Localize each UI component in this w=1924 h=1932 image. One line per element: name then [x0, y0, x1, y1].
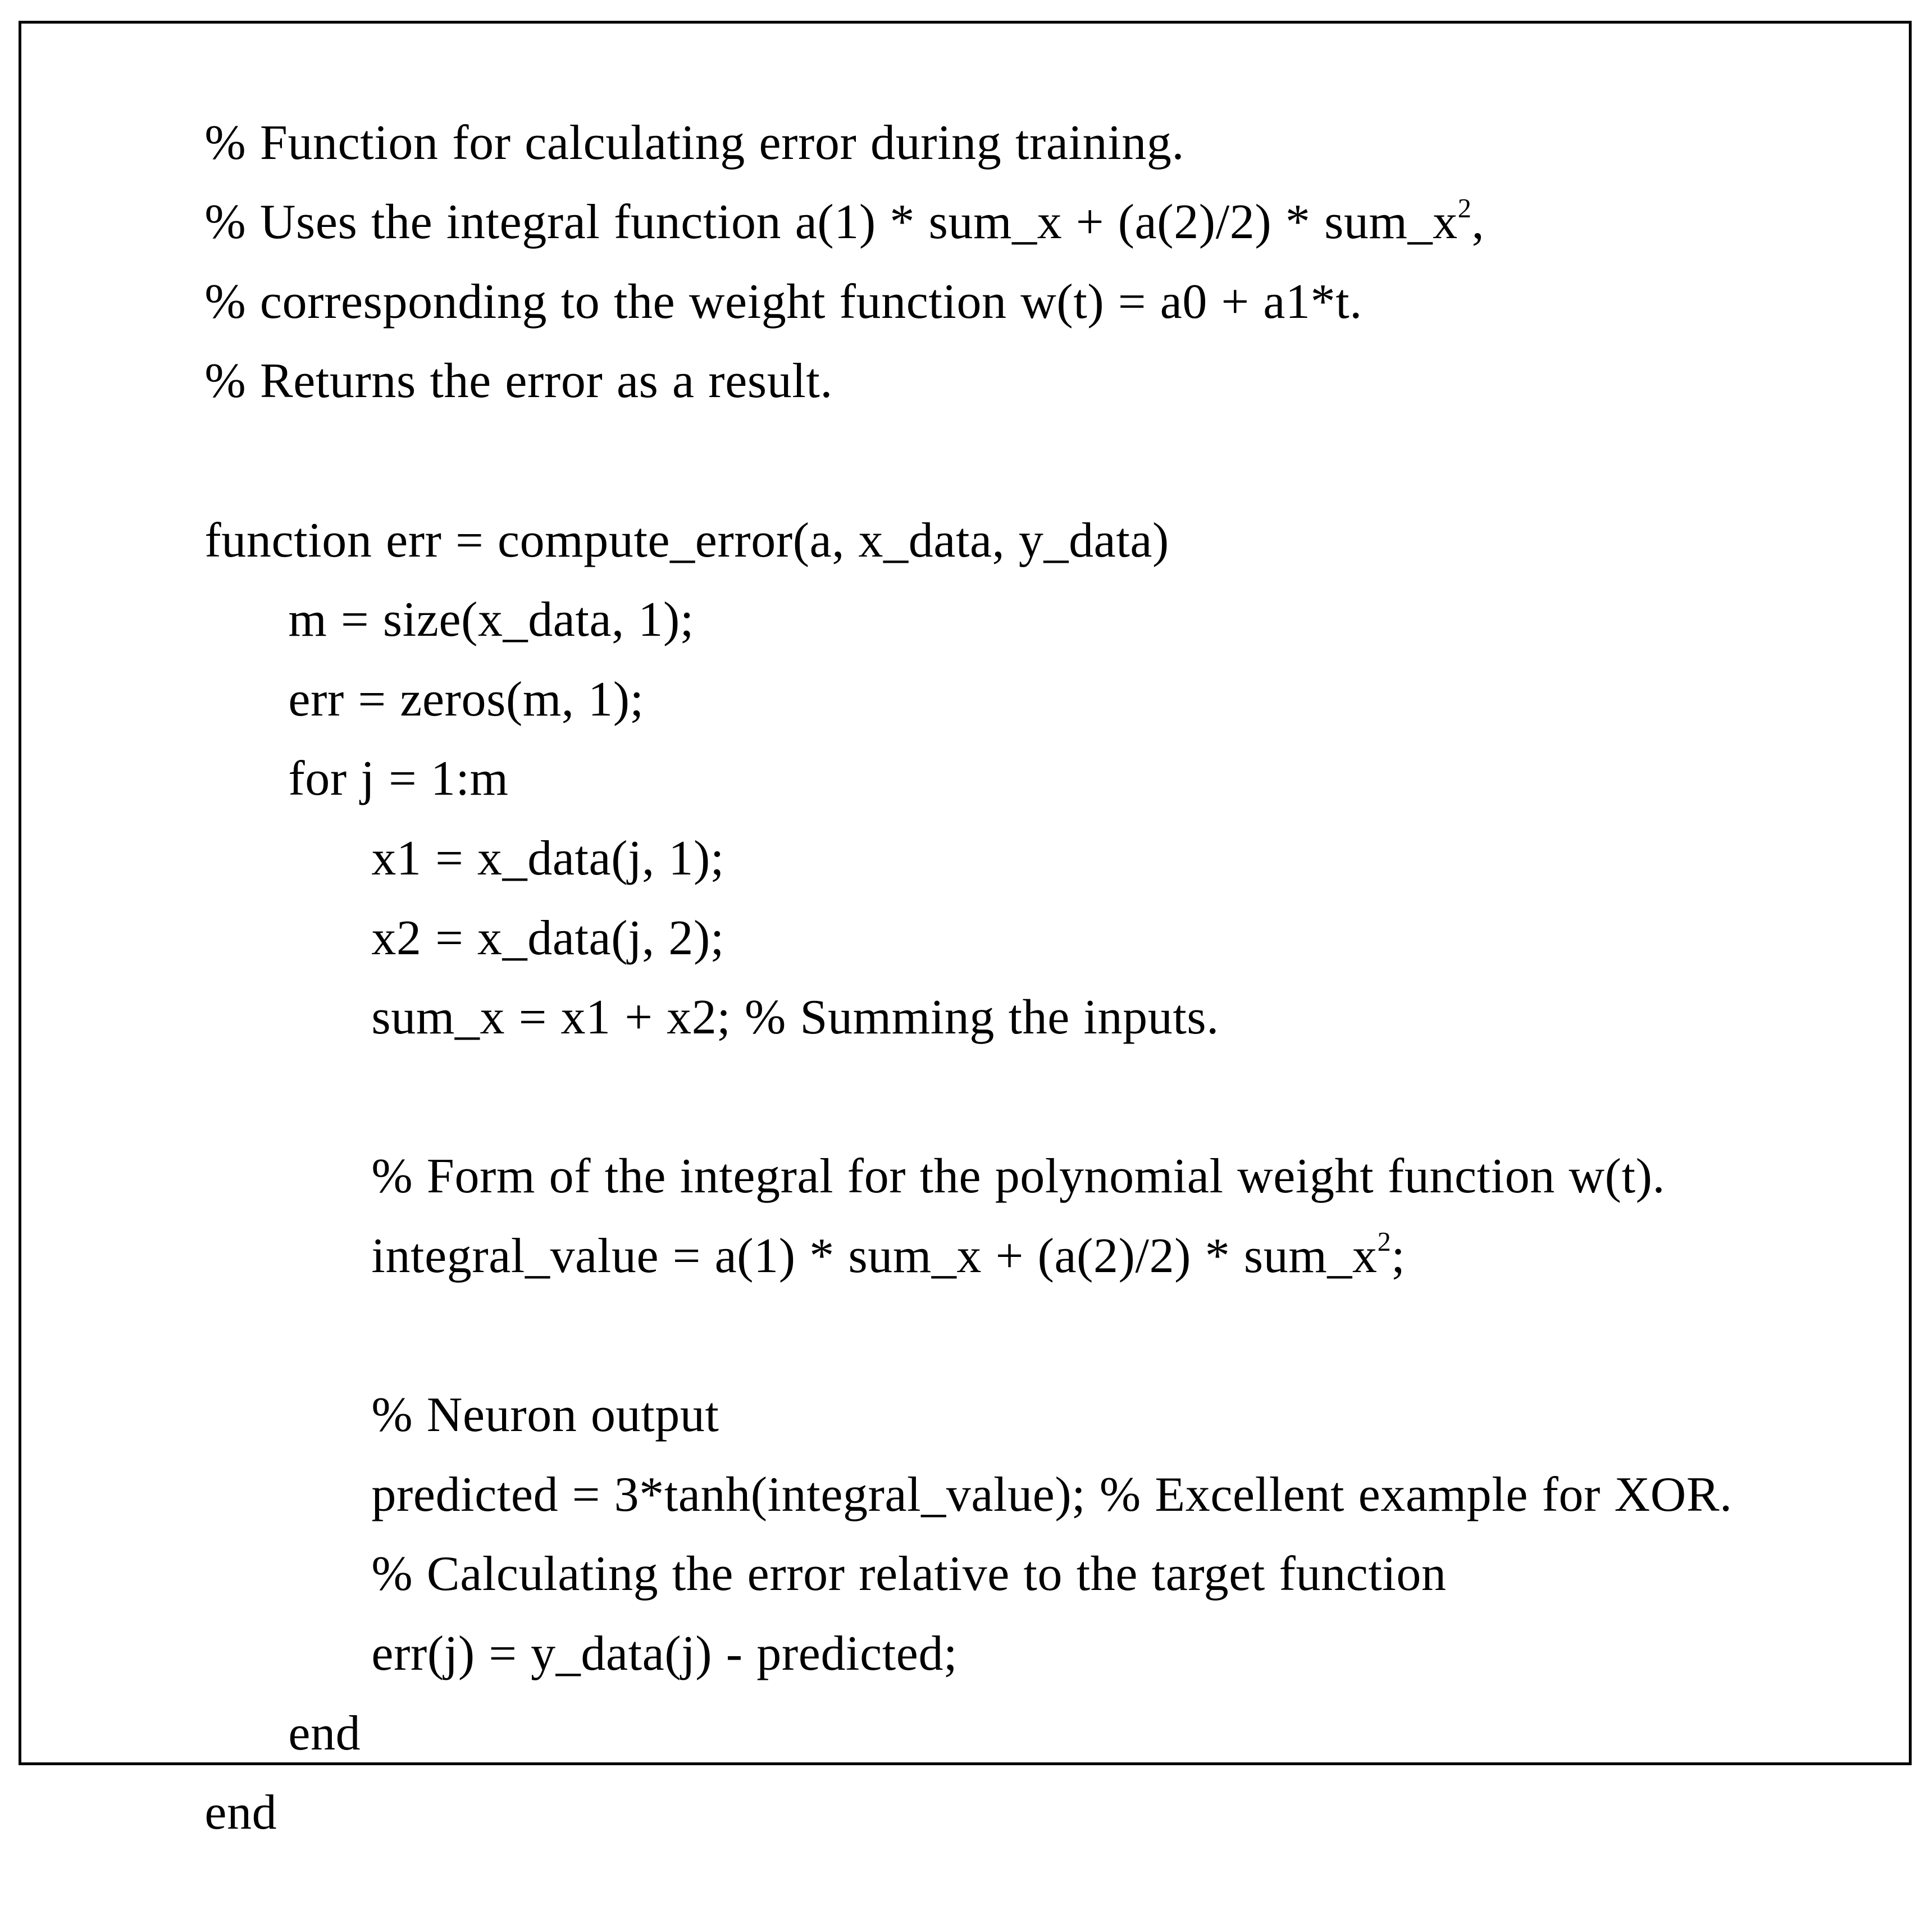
line-text: % Returns the error as a result. [204, 354, 833, 409]
code-line-x1 [316, 739, 724, 886]
code-line-size [233, 501, 694, 648]
code-line-for-loop [233, 660, 509, 806]
code-line-integral-value [316, 1137, 1406, 1283]
line-text: end [204, 1785, 277, 1840]
line-text: x1 = x_data(j, 1); [371, 831, 724, 886]
blank-line [316, 978, 371, 1058]
comment-line-integral-form [316, 1058, 1666, 1204]
line-text: x2 = x_data(j, 2); [371, 910, 724, 965]
code-line-err-assign [316, 1534, 958, 1681]
line-text: end [288, 1706, 361, 1761]
code-listing-frame [19, 21, 1912, 1840]
line-text: predicted = 3*tanh(integral_value); % Excellent example for XOR. [371, 1467, 1732, 1522]
line-tail: , [1471, 195, 1485, 250]
line-text: % Calculating the error relative to the target function [371, 1547, 1447, 1602]
blank-line [316, 1216, 371, 1296]
code-line-end-for [233, 1614, 361, 1761]
comment-line-error-calc [316, 1455, 1447, 1602]
line-text: % Form of the integral for the polynomial weight function w(t). [371, 1149, 1666, 1204]
line-text: err(j) = y_data(j) - predicted; [371, 1626, 958, 1681]
line-text: % Function for calculating error during training. [204, 115, 1185, 170]
superscript-exponent: 2 [1377, 1227, 1392, 1257]
line-text: % Neuron output [371, 1388, 719, 1443]
comment-line-weight-function [149, 183, 1362, 329]
blank-line [149, 341, 204, 421]
comment-line-returns [149, 262, 833, 409]
function-signature-line [149, 421, 1169, 568]
code-line-end-function [149, 1694, 277, 1840]
line-text: % Uses the integral function a(1) * sum_x + (a(2)/2) * sum_x [204, 195, 1458, 250]
line-text: err = zeros(m, 1); [288, 672, 644, 727]
code-line-zeros [233, 580, 644, 727]
code-line-predicted [316, 1375, 1732, 1522]
code-line-sum-x [316, 899, 1219, 1045]
line-text: for j = 1:m [288, 751, 509, 806]
comment-line-function-purpose [149, 24, 1185, 170]
superscript-exponent: 2 [1457, 193, 1472, 224]
code-line-x2 [316, 819, 724, 965]
comment-line-integral-function [149, 103, 1485, 250]
comment-line-neuron-output [316, 1296, 719, 1443]
line-text: sum_x = x1 + x2; % Summing the inputs. [371, 990, 1219, 1045]
line-tail: ; [1391, 1228, 1406, 1283]
line-text: function err = compute_error(a, x_data, y_data) [204, 513, 1169, 568]
line-text: % corresponding to the weight function w(t) = a0 + a1*t. [204, 274, 1362, 329]
line-text: m = size(x_data, 1); [288, 593, 694, 648]
line-text: integral_value = a(1) * sum_x + (a(2)/2) * sum_x [371, 1228, 1378, 1283]
